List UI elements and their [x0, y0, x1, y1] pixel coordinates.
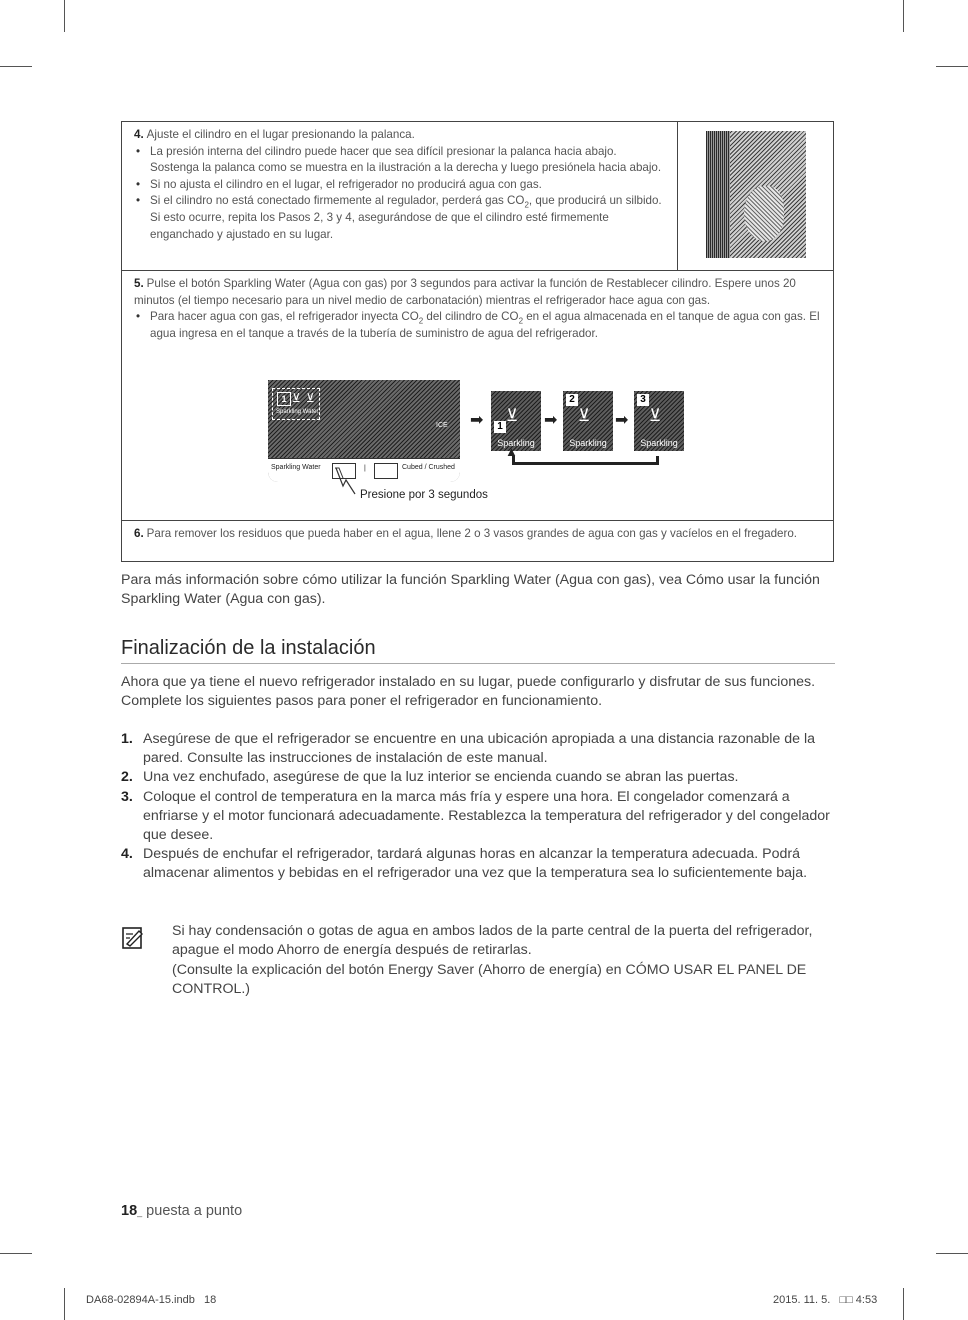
control-panel-illustration: 1 ⊻ ⊻ Sparkling Water ICE Sparkling Water | Cubed / Crushed	[268, 380, 460, 482]
step-caption: Sparkling	[640, 438, 678, 448]
cubed-crushed-button[interactable]	[374, 463, 398, 479]
note-text: Si hay condensación o gotas de agua en ambos lados de la parte central de la puerta del refrigerador, apague el modo Ahorro de energía después de retirarlas. (Consulte la explicación del botón Energy Saver (Ahorro de energía) en CÓMO USAR EL PANEL DE CONTROL.)	[172, 923, 813, 998]
step-number: 6.	[134, 527, 144, 540]
crop-mark	[64, 0, 65, 32]
bullet-item: • Si no ajusta el cilindro en el lugar, el refrigerador no producirá agua con gas.	[134, 177, 664, 194]
bullet-item: • Para hacer agua con gas, el refrigerador inyecta $CO_2$ del cilindro de $CO_2$ en el agua almacenada en el tanque de agua con gas. El agua ingresa en el tanque a través de la tubería de suministro de agua del refrigerador.	[134, 309, 823, 342]
panel-cubed-label: Cubed / Crushed	[402, 464, 455, 471]
print-date-info: 2015. 11. 5. □□ 4:53	[773, 1294, 878, 1306]
panel-top-label: Sparkling Water	[276, 409, 319, 415]
crop-mark	[936, 66, 968, 67]
step-number-badge: 1	[494, 421, 506, 433]
divider	[121, 663, 835, 664]
list-item: 4. Después de enchufar el refrigerador, tardará algunas horas en alcanzar la temperatura adecuada. Podrá almacenar alimentos y bebidas en el refrigerador una vez que la temperatura sea lo suficientemente baja.	[121, 846, 808, 882]
step-number: 5.	[134, 277, 144, 290]
arrow-right-icon: ➡	[615, 412, 629, 429]
bullet-item: • La presión interna del cilindro puede hacer que sea difícil presionar la palanca hacia abajo. Sostenga la palanca como se muestra en la ilustración a la derecha y luego presiónela hacia abajo.	[134, 144, 664, 177]
info-paragraph: Para más información sobre cómo utilizar la función Sparkling Water (Agua con gas), vea Cómo usar la función Sparkling Water (Agua con gas).	[121, 572, 820, 608]
page-footer: 18_ puesta a punto	[121, 1203, 243, 1219]
step-caption: Sparkling	[569, 438, 607, 448]
steps-list	[121, 730, 837, 884]
list-item: 2. Una vez enchufado, asegúrese de que la luz interior se encienda cuando se abran las puertas.	[121, 769, 739, 786]
list-item: 3. Coloque el control de temperatura en la marca más fría y espere una hora. El congelador comenzará a enfriarse y el motor funcionará adecuadamente. Restablezca la temperatura del refrigerador y del congelador que desee.	[121, 788, 830, 844]
sequence-step-1	[491, 391, 541, 451]
loop-bracket	[512, 456, 659, 465]
crop-mark	[0, 66, 32, 67]
list-item: 1. Asegúrese de que el refrigerador se encuentre en una ubicación apropiada a una distancia razonable de la pared. Consulte las instrucciones de instalación de este manual.	[121, 731, 816, 767]
step-text: Pulse el botón Sparkling Water (Agua con gas) por 3 segundos para activar la función de Restablecer cilindro. Espere unos 20 minutos (el tiempo necesario para un nivel medio de carbonatación) mientras el refrigerador hace agua con gas.	[134, 277, 796, 307]
water-glass-icon: ⊻	[506, 406, 519, 425]
sequence-step-3	[634, 391, 684, 451]
note-icon	[121, 926, 145, 950]
water-glass-icon: ⊻	[649, 406, 662, 425]
bullet-item: • Si el cilindro no está conectado firmemente al regulador, perderá gas $CO_2$, que producirá un silbido. Si esto ocurre, repita los Pasos 2, 3 y 4, asegurándose de que el cilindro esté firmemente enganchado y ajustado en su lugar.	[134, 193, 664, 243]
step-text: Para remover los residuos que pueda haber en el agua, llene 2 o 3 vasos grandes de agua con gas y vacíelos en el fregadero.	[146, 527, 797, 540]
arrow-right-icon: ➡	[544, 412, 558, 429]
photo-cell	[677, 121, 834, 271]
crop-mark	[936, 1253, 968, 1254]
step-5-cell	[121, 270, 834, 521]
crop-mark	[903, 1288, 904, 1320]
press-label: Presione por 3 segundos	[360, 489, 488, 501]
arrow-up-icon: ▲	[505, 444, 518, 459]
lever-photo	[706, 131, 806, 258]
sequence-step-2	[563, 391, 613, 451]
hand-image	[744, 186, 784, 241]
crop-mark	[0, 1253, 32, 1254]
step-text: Ajuste el cilindro en el lugar presionando la palanca.	[146, 128, 415, 141]
panel-sparkling-label: Sparkling Water	[271, 464, 321, 471]
section-heading: Finalización de la instalación	[121, 637, 376, 659]
crop-mark	[64, 1288, 65, 1320]
step-number-badge: 2	[566, 394, 578, 406]
step-number: 4.	[134, 128, 144, 141]
page-number: 18	[121, 1203, 138, 1219]
water-glass-icon: ⊻	[578, 406, 591, 425]
step-caption: Sparkling	[497, 438, 535, 448]
arrow-right-icon: ➡	[470, 412, 484, 429]
footer-section: puesta a punto	[142, 1203, 243, 1219]
section-intro: Ahora que ya tiene el nuevo refrigerador instalado en su lugar, puede configurarlo y disfrutar de sus funciones. Complete los siguientes pasos para poner el refrigerador en funcionamiento.	[121, 674, 816, 710]
step-1-icon: 1	[277, 392, 291, 406]
step-number-badge: 3	[637, 394, 649, 406]
crop-mark	[903, 0, 904, 32]
step-6-cell	[121, 520, 834, 562]
finger-pointer-icon	[333, 466, 359, 496]
print-file-info: DA68-02894A-15.indb 18	[86, 1294, 217, 1306]
panel-ice-label: ICE	[436, 422, 448, 429]
